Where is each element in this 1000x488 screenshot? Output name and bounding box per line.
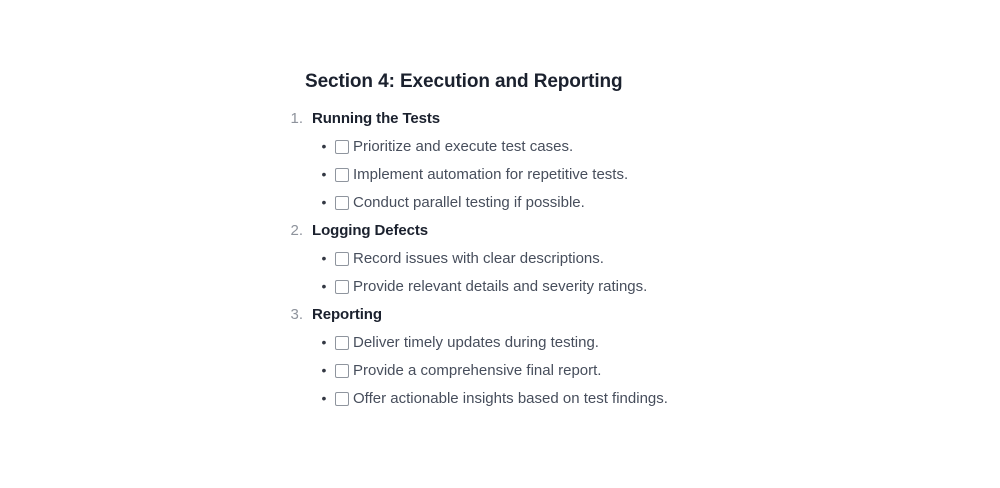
list-number: 2. — [290, 222, 303, 239]
list-number: 1. — [290, 110, 303, 127]
checkbox-unchecked[interactable] — [335, 140, 349, 154]
checklist-item-label: Prioritize and execute test cases. — [353, 138, 574, 155]
checkbox-unchecked[interactable] — [335, 252, 349, 266]
numbered-item — [0, 217, 1000, 245]
checkbox-unchecked[interactable] — [335, 280, 349, 294]
checkbox-unchecked[interactable] — [335, 336, 349, 350]
numbered-item — [0, 105, 1000, 133]
section-title: Section 4: Execution and Reporting — [305, 71, 623, 92]
checklist-item — [0, 245, 1000, 273]
checklist-item-label: Deliver timely updates during testing. — [353, 334, 599, 351]
bullet-icon: • — [321, 390, 327, 406]
checklist-item — [0, 133, 1000, 161]
checkbox-unchecked[interactable] — [335, 196, 349, 210]
bullet-icon: • — [321, 278, 327, 294]
section-label: Logging Defects — [312, 222, 429, 239]
checklist-item-label: Offer actionable insights based on test findings. — [353, 390, 668, 407]
checklist-item — [0, 161, 1000, 189]
checkbox-unchecked[interactable] — [335, 364, 349, 378]
checkbox-unchecked[interactable] — [335, 168, 349, 182]
checklist-item-label: Conduct parallel testing if possible. — [353, 194, 585, 211]
numbered-item — [0, 301, 1000, 329]
checklist-item — [0, 189, 1000, 217]
bullet-icon: • — [321, 194, 327, 210]
bullet-icon: • — [321, 362, 327, 378]
bullet-icon: • — [321, 334, 327, 350]
checklist-item — [0, 273, 1000, 301]
section-label: Running the Tests — [312, 110, 441, 127]
checklist-item-label: Provide a comprehensive final report. — [353, 362, 602, 379]
checklist-item — [0, 357, 1000, 385]
checklist-item-label: Record issues with clear descriptions. — [353, 250, 604, 267]
checklist-item — [0, 385, 1000, 413]
checkbox-unchecked[interactable] — [335, 392, 349, 406]
checklist-item-label: Implement automation for repetitive tests. — [353, 166, 629, 183]
list-number: 3. — [290, 306, 303, 323]
section-label: Reporting — [312, 306, 382, 323]
checklist-item — [0, 329, 1000, 357]
bullet-icon: • — [321, 138, 327, 154]
bullet-icon: • — [321, 166, 327, 182]
bullet-icon: • — [321, 250, 327, 266]
checklist-item-label: Provide relevant details and severity ratings. — [353, 278, 648, 295]
